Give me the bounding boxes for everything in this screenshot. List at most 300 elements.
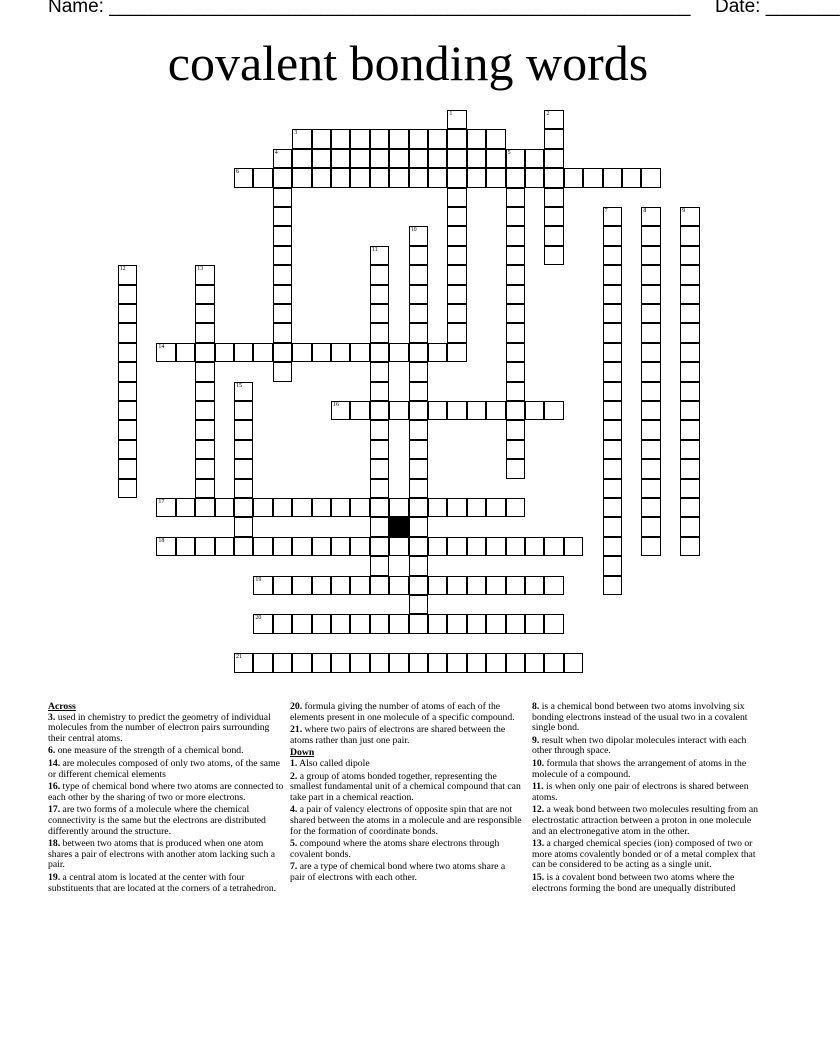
grid-cell[interactable] [544,129,563,148]
grid-cell[interactable] [680,226,699,245]
grid-cell[interactable] [680,207,699,226]
grid-cell[interactable] [118,362,137,381]
grid-cell[interactable] [641,401,660,420]
grid-cell[interactable] [409,265,428,284]
grid-cell[interactable] [409,595,428,614]
grid-cell[interactable] [370,498,389,517]
grid-cell[interactable] [641,479,660,498]
grid-cell[interactable] [234,537,253,556]
grid-cell[interactable] [428,401,447,420]
grid-cell[interactable] [544,576,563,595]
grid-cell[interactable] [273,653,292,672]
grid-cell[interactable] [370,265,389,284]
grid-cell[interactable] [312,576,331,595]
grid-cell[interactable] [603,556,622,575]
grid-cell[interactable] [118,265,137,284]
grid-cell[interactable] [234,382,253,401]
grid-cell[interactable] [506,285,525,304]
grid-cell[interactable] [273,265,292,284]
grid-cell[interactable] [544,401,563,420]
grid-cell[interactable] [622,168,641,187]
grid-cell[interactable] [292,129,311,148]
grid-cell[interactable] [253,653,272,672]
grid-cell[interactable] [506,459,525,478]
grid-cell[interactable] [506,576,525,595]
grid-cell[interactable] [118,401,137,420]
grid-cell[interactable] [467,129,486,148]
grid-cell[interactable] [234,420,253,439]
grid-cell[interactable] [389,614,408,633]
grid-cell[interactable] [603,343,622,362]
grid-cell[interactable] [506,265,525,284]
grid-cell[interactable] [564,653,583,672]
grid-cell[interactable] [273,537,292,556]
grid-cell[interactable] [447,304,466,323]
grid-cell[interactable] [506,420,525,439]
grid-cell[interactable] [641,498,660,517]
grid-cell[interactable] [641,226,660,245]
grid-cell[interactable] [680,382,699,401]
grid-cell[interactable] [409,149,428,168]
grid-cell[interactable] [234,517,253,536]
grid-cell[interactable] [389,498,408,517]
grid-cell[interactable] [486,653,505,672]
grid-cell[interactable] [253,537,272,556]
grid-cell[interactable] [409,653,428,672]
grid-cell[interactable] [253,576,272,595]
grid-cell[interactable] [641,304,660,323]
grid-cell[interactable] [234,440,253,459]
grid-cell[interactable] [680,401,699,420]
grid-cell[interactable] [409,129,428,148]
grid-cell[interactable] [409,576,428,595]
grid-cell[interactable] [428,129,447,148]
grid-cell[interactable] [370,420,389,439]
grid-cell[interactable] [370,556,389,575]
grid-cell[interactable] [370,401,389,420]
grid-cell[interactable] [234,168,253,187]
grid-cell[interactable] [486,614,505,633]
grid-cell[interactable] [447,129,466,148]
grid-cell[interactable] [176,343,195,362]
grid-cell[interactable] [506,323,525,342]
grid-cell[interactable] [428,343,447,362]
grid-cell[interactable] [195,459,214,478]
grid-cell[interactable] [641,382,660,401]
grid-cell[interactable] [253,343,272,362]
grid-cell[interactable] [195,498,214,517]
grid-cell[interactable] [525,168,544,187]
grid-cell[interactable] [389,343,408,362]
grid-cell[interactable] [680,498,699,517]
grid-cell[interactable] [292,168,311,187]
grid-cell[interactable] [331,653,350,672]
grid-cell[interactable] [641,459,660,478]
grid-cell[interactable] [389,576,408,595]
grid-cell[interactable] [370,168,389,187]
grid-cell[interactable] [292,653,311,672]
grid-cell[interactable] [292,149,311,168]
grid-cell[interactable] [603,401,622,420]
grid-cell[interactable] [447,343,466,362]
grid-cell[interactable] [447,226,466,245]
grid-cell[interactable] [195,285,214,304]
grid-cell[interactable] [195,420,214,439]
grid-cell[interactable] [176,537,195,556]
grid-cell[interactable] [680,304,699,323]
grid-cell[interactable] [603,498,622,517]
grid-cell[interactable] [603,362,622,381]
grid-cell[interactable] [428,149,447,168]
grid-cell[interactable] [370,576,389,595]
grid-cell[interactable] [486,168,505,187]
grid-cell[interactable] [273,149,292,168]
grid-cell[interactable] [428,576,447,595]
grid-cell[interactable] [273,226,292,245]
grid-cell[interactable] [234,653,253,672]
grid-cell[interactable] [506,188,525,207]
grid-cell[interactable] [195,343,214,362]
grid-cell[interactable] [486,576,505,595]
grid-cell[interactable] [506,304,525,323]
grid-cell[interactable] [467,149,486,168]
grid-cell[interactable] [273,188,292,207]
grid-cell[interactable] [292,498,311,517]
grid-cell[interactable] [331,576,350,595]
grid-cell[interactable] [603,537,622,556]
grid-cell[interactable] [234,401,253,420]
grid-cell[interactable] [603,576,622,595]
grid-cell[interactable] [409,479,428,498]
grid-cell[interactable] [486,498,505,517]
grid-cell[interactable] [506,149,525,168]
grid-cell[interactable] [350,129,369,148]
grid-cell[interactable] [273,246,292,265]
grid-cell[interactable] [447,207,466,226]
grid-cell[interactable] [389,401,408,420]
grid-cell[interactable] [370,304,389,323]
grid-cell[interactable] [350,401,369,420]
grid-cell[interactable] [331,614,350,633]
grid-cell[interactable] [350,576,369,595]
grid-cell[interactable] [603,420,622,439]
grid-cell[interactable] [312,149,331,168]
grid-cell[interactable] [370,323,389,342]
grid-cell[interactable] [525,576,544,595]
grid-cell[interactable] [370,614,389,633]
grid-cell[interactable] [370,440,389,459]
grid-cell[interactable] [641,537,660,556]
grid-cell[interactable] [195,401,214,420]
grid-cell[interactable] [331,498,350,517]
grid-cell[interactable] [544,168,563,187]
grid-cell[interactable] [680,285,699,304]
grid-cell[interactable] [428,168,447,187]
grid-cell[interactable] [273,614,292,633]
grid-cell[interactable] [370,537,389,556]
grid-cell[interactable] [506,614,525,633]
grid-cell[interactable] [486,129,505,148]
grid-cell[interactable] [389,149,408,168]
grid-cell[interactable] [680,420,699,439]
grid-cell[interactable] [603,440,622,459]
grid-cell[interactable] [350,343,369,362]
grid-cell[interactable] [370,517,389,536]
grid-cell[interactable] [195,537,214,556]
grid-cell[interactable] [506,653,525,672]
grid-cell[interactable] [409,401,428,420]
grid-cell[interactable] [370,285,389,304]
grid-cell[interactable] [195,323,214,342]
grid-cell[interactable] [544,207,563,226]
grid-cell[interactable] [350,149,369,168]
grid-cell[interactable] [641,517,660,536]
grid-cell[interactable] [603,207,622,226]
grid-cell[interactable] [331,168,350,187]
grid-cell[interactable] [506,362,525,381]
grid-cell[interactable] [486,401,505,420]
grid-cell[interactable] [118,440,137,459]
grid-cell[interactable] [389,129,408,148]
grid-cell[interactable] [641,207,660,226]
grid-cell[interactable] [370,382,389,401]
grid-cell[interactable] [447,285,466,304]
grid-cell[interactable] [215,537,234,556]
grid-cell[interactable] [118,459,137,478]
grid-cell[interactable] [525,653,544,672]
grid-cell[interactable] [234,343,253,362]
grid-cell[interactable] [292,343,311,362]
grid-cell[interactable] [118,323,137,342]
grid-cell[interactable] [409,246,428,265]
grid-cell[interactable] [195,479,214,498]
grid-cell[interactable] [215,343,234,362]
grid-cell[interactable] [273,168,292,187]
grid-cell[interactable] [195,440,214,459]
name-line[interactable]: _______________________________________________________ [109,0,691,17]
grid-cell[interactable] [273,362,292,381]
grid-cell[interactable] [331,343,350,362]
grid-cell[interactable] [467,537,486,556]
grid-cell[interactable] [486,537,505,556]
grid-cell[interactable] [447,498,466,517]
grid-cell[interactable] [680,362,699,381]
grid-cell[interactable] [680,537,699,556]
grid-cell[interactable] [506,246,525,265]
grid-cell[interactable] [486,149,505,168]
grid-cell[interactable] [603,323,622,342]
grid-cell[interactable] [447,265,466,284]
grid-cell[interactable] [292,576,311,595]
grid-cell[interactable] [370,459,389,478]
grid-cell[interactable] [331,537,350,556]
grid-cell[interactable] [447,401,466,420]
grid-cell[interactable] [350,537,369,556]
grid-cell[interactable] [195,382,214,401]
grid-cell[interactable] [525,149,544,168]
grid-cell[interactable] [428,653,447,672]
grid-cell[interactable] [641,285,660,304]
grid-cell[interactable] [273,207,292,226]
grid-cell[interactable] [544,149,563,168]
grid-cell[interactable] [312,537,331,556]
grid-cell[interactable] [350,614,369,633]
grid-cell[interactable] [506,401,525,420]
grid-cell[interactable] [603,285,622,304]
grid-cell[interactable] [428,498,447,517]
grid-cell[interactable] [253,614,272,633]
grid-cell[interactable] [467,168,486,187]
grid-cell[interactable] [370,246,389,265]
grid-cell[interactable] [409,285,428,304]
grid-cell[interactable] [447,653,466,672]
grid-cell[interactable] [234,459,253,478]
grid-cell[interactable] [525,537,544,556]
grid-cell[interactable] [447,149,466,168]
grid-cell[interactable] [156,537,175,556]
grid-cell[interactable] [118,382,137,401]
grid-cell[interactable] [603,168,622,187]
grid-cell[interactable] [544,226,563,245]
grid-cell[interactable] [641,265,660,284]
grid-cell[interactable] [118,285,137,304]
grid-cell[interactable] [195,362,214,381]
grid-cell[interactable] [312,343,331,362]
grid-cell[interactable] [603,246,622,265]
grid-cell[interactable] [370,362,389,381]
grid-cell[interactable] [409,440,428,459]
grid-cell[interactable] [641,362,660,381]
grid-cell[interactable] [564,168,583,187]
grid-cell[interactable] [506,343,525,362]
grid-cell[interactable] [506,440,525,459]
grid-cell[interactable] [370,653,389,672]
grid-cell[interactable] [641,420,660,439]
grid-cell[interactable] [118,304,137,323]
grid-cell[interactable] [603,517,622,536]
grid-cell[interactable] [312,498,331,517]
grid-cell[interactable] [506,207,525,226]
grid-cell[interactable] [447,110,466,129]
grid-cell[interactable] [467,576,486,595]
grid-cell[interactable] [234,479,253,498]
grid-cell[interactable] [312,168,331,187]
grid-cell[interactable] [564,537,583,556]
grid-cell[interactable] [409,226,428,245]
grid-cell[interactable] [603,382,622,401]
grid-cell[interactable] [680,265,699,284]
grid-cell[interactable] [312,129,331,148]
grid-cell[interactable] [680,343,699,362]
grid-cell[interactable] [506,226,525,245]
grid-cell[interactable] [506,498,525,517]
grid-cell[interactable] [641,246,660,265]
grid-cell[interactable] [467,653,486,672]
grid-cell[interactable] [118,420,137,439]
grid-cell[interactable] [603,304,622,323]
grid-cell[interactable] [118,343,137,362]
grid-cell[interactable] [409,517,428,536]
grid-cell[interactable] [409,498,428,517]
grid-cell[interactable] [680,459,699,478]
grid-cell[interactable] [447,537,466,556]
grid-cell[interactable] [641,343,660,362]
grid-cell[interactable] [544,110,563,129]
grid-cell[interactable] [292,614,311,633]
grid-cell[interactable] [583,168,602,187]
grid-cell[interactable] [603,479,622,498]
grid-cell[interactable] [409,323,428,342]
grid-cell[interactable] [350,498,369,517]
grid-cell[interactable] [467,498,486,517]
grid-cell[interactable] [680,440,699,459]
grid-cell[interactable] [641,440,660,459]
grid-cell[interactable] [195,265,214,284]
grid-cell[interactable] [370,129,389,148]
grid-cell[interactable] [428,614,447,633]
grid-cell[interactable] [331,149,350,168]
grid-cell[interactable] [506,382,525,401]
grid-cell[interactable] [447,614,466,633]
grid-cell[interactable] [273,576,292,595]
grid-cell[interactable] [544,188,563,207]
grid-cell[interactable] [544,653,563,672]
grid-cell[interactable] [234,498,253,517]
grid-cell[interactable] [312,653,331,672]
grid-cell[interactable] [544,246,563,265]
grid-cell[interactable] [409,343,428,362]
grid-cell[interactable] [370,149,389,168]
grid-cell[interactable] [603,226,622,245]
grid-cell[interactable] [680,517,699,536]
grid-cell[interactable] [156,343,175,362]
grid-cell[interactable] [253,498,272,517]
grid-cell[interactable] [156,498,175,517]
grid-cell[interactable] [603,459,622,478]
grid-cell[interactable] [331,401,350,420]
grid-cell[interactable] [680,246,699,265]
grid-cell[interactable] [680,323,699,342]
grid-cell[interactable] [331,129,350,148]
grid-cell[interactable] [506,168,525,187]
date-line[interactable]: _______ [765,0,840,17]
grid-cell[interactable] [409,614,428,633]
grid-cell[interactable] [409,420,428,439]
grid-cell[interactable] [370,343,389,362]
grid-cell[interactable] [447,246,466,265]
grid-cell[interactable] [273,285,292,304]
grid-cell[interactable] [409,304,428,323]
grid-cell[interactable] [273,323,292,342]
grid-cell[interactable] [409,556,428,575]
grid-cell[interactable] [506,537,525,556]
grid-cell[interactable] [273,498,292,517]
grid-cell[interactable] [389,168,408,187]
grid-cell[interactable] [409,362,428,381]
grid-cell[interactable] [350,168,369,187]
grid-cell[interactable] [603,265,622,284]
grid-cell[interactable] [544,537,563,556]
grid-cell[interactable] [215,498,234,517]
grid-cell[interactable] [447,168,466,187]
grid-cell[interactable] [409,382,428,401]
grid-cell[interactable] [176,498,195,517]
grid-cell[interactable] [273,343,292,362]
grid-cell[interactable] [525,401,544,420]
grid-cell[interactable] [292,537,311,556]
grid-cell[interactable] [253,168,272,187]
grid-cell[interactable] [680,479,699,498]
